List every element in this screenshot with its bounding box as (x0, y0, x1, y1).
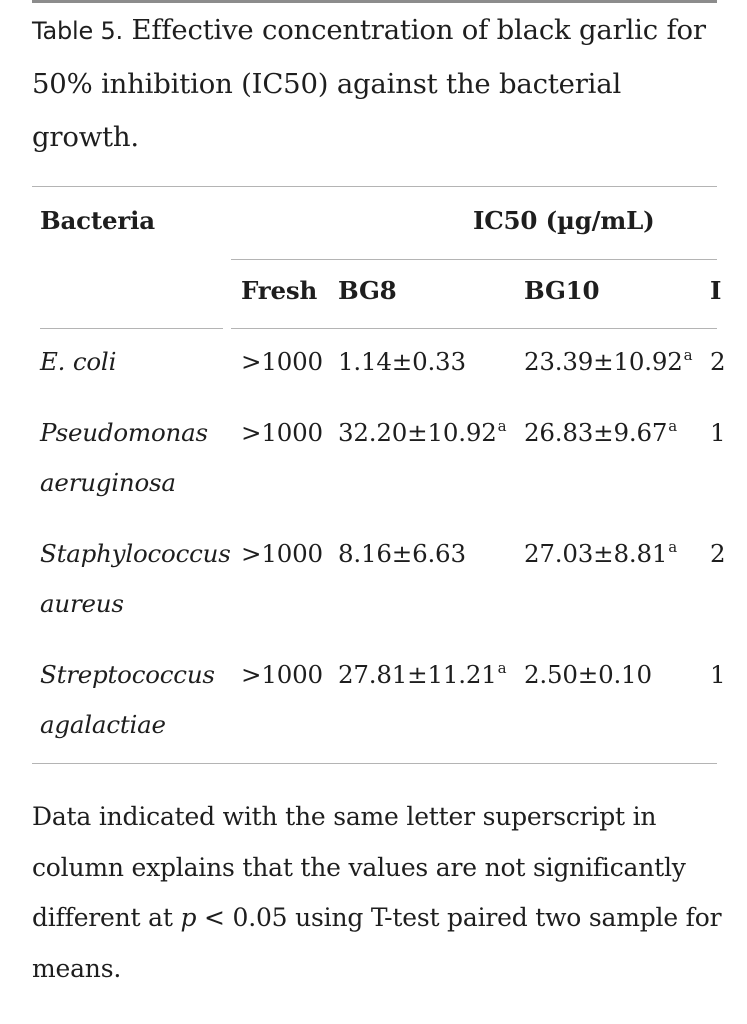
row-ecoli-fresh: >1000 (241, 347, 323, 376)
row-streptococcus-fresh: >1000 (241, 660, 323, 689)
row-staphylococcus-clipped: 2 (710, 539, 726, 568)
row-pseudomonas-clipped: 1 (710, 418, 726, 447)
group-rule (231, 259, 717, 260)
caption-text: Effective concentration of black garlic for 50% inhibition (IC50) against the bacterial growth. (32, 14, 706, 153)
top-rule (32, 0, 717, 3)
row-staphylococcus-bg8: 8.16±6.63 (338, 539, 466, 568)
header-bg8: BG8 (338, 276, 397, 305)
caption-label: Table 5. (32, 17, 123, 45)
header-bg10: BG10 (524, 276, 600, 305)
row-streptococcus-bg8: 27.81±11.21$^a$ (338, 659, 507, 689)
table-top-rule (32, 186, 717, 187)
row-pseudomonas-fresh: >1000 (241, 418, 323, 447)
row-streptococcus-clipped: 1 (710, 660, 726, 689)
ic50-table (32, 186, 726, 766)
row-pseudomonas-bg10: 26.83±9.67$^a$ (524, 417, 677, 447)
table-caption (32, 4, 722, 164)
row-pseudomonas-name-2: aeruginosa (40, 468, 176, 497)
header-clipped: I (710, 276, 722, 305)
row-streptococcus-bg10: 2.50±0.10 (524, 660, 652, 689)
table-footnote: Data indicated with the same letter superscript in column explains that the values are not significantly different at p < 0.05 using T-test paired two sample for means. (32, 802, 722, 983)
p-symbol: p (180, 903, 197, 932)
row-ecoli-name: E. coli (40, 347, 117, 376)
table-bottom-rule (32, 763, 717, 764)
row-streptococcus-name-1: Streptococcus (40, 660, 215, 689)
row-staphylococcus-name-2: aureus (40, 589, 124, 618)
header-rule-right (231, 328, 717, 329)
row-staphylococcus-bg10: 27.03±8.81$^a$ (524, 538, 677, 568)
row-streptococcus-name-2: agalactiae (40, 710, 166, 739)
row-staphylococcus-fresh: >1000 (241, 539, 323, 568)
row-staphylococcus-name-1: Staphylococcus (40, 539, 231, 568)
row-ecoli-bg8: 1.14±0.33 (338, 347, 466, 376)
row-ecoli-clipped: 2 (710, 347, 726, 376)
row-ecoli-bg10: 23.39±10.92$^a$ (524, 346, 693, 376)
row-pseudomonas-bg8: 32.20±10.92$^a$ (338, 417, 507, 447)
header-bacteria: Bacteria (40, 206, 155, 235)
header-ic50: IC50 (µg/mL) (473, 206, 655, 235)
header-fresh: Fresh (241, 276, 318, 305)
header-rule-left (40, 328, 223, 329)
row-pseudomonas-name-1: Pseudomonas (40, 418, 208, 447)
